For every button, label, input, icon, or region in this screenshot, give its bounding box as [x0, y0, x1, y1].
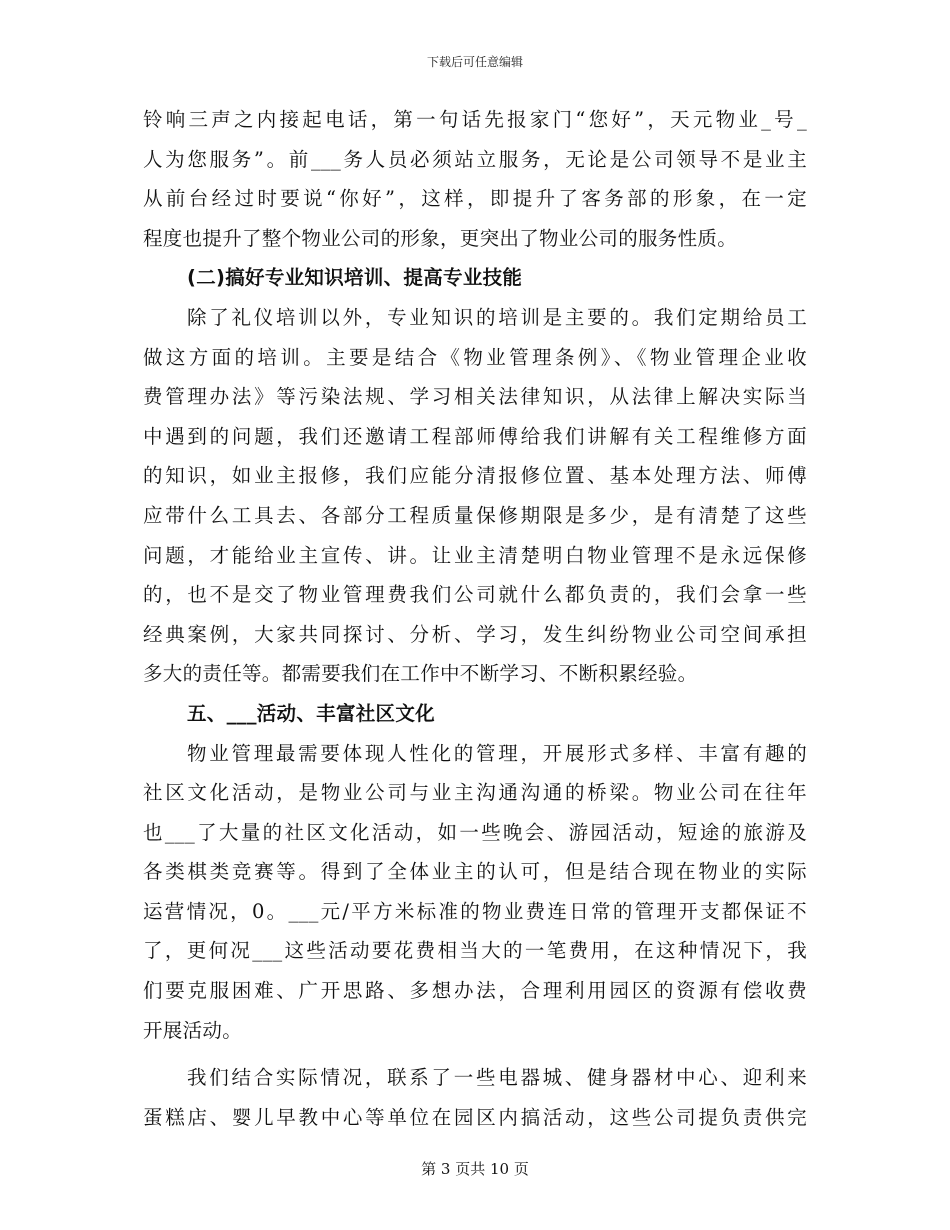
page-number: 第 3 页共 10 页: [421, 1160, 529, 1178]
text-line: 多大的责任等。都需要我们在工作中不断学习、不断积累经验。: [143, 662, 698, 686]
text-line: 中遇到的问题，我们还邀请工程部师傅给我们讲解有关工程维修方面: [143, 424, 807, 448]
page-header: 下载后可任意编辑: [426, 55, 523, 69]
text-line: 人为您服务”。前___务人员必须站立服务，无论是公司领导不是业主: [143, 147, 807, 171]
text-line: 做这方面的培训。主要是结合《物业管理条例》、《物业管理企业收: [143, 345, 807, 369]
text-line: 我们结合实际情况，联系了一些电器城、健身器材中心、迎利来: [187, 1066, 807, 1090]
text-line: 应带什么工具去、各部分工程质量保修期限是多少，是有清楚了这些: [143, 503, 807, 527]
section-heading: (二)搞好专业知识培训、提高专业技能: [187, 266, 523, 290]
text-line: 经典案例，大家共同探讨、分析、学习，发生纠纷物业公司空间承担: [143, 622, 807, 646]
text-line: 的，也不是交了物业管理费我们公司就什么都负责的，我们会拿一些: [143, 583, 807, 607]
text-line: 从前台经过时要说“你好”，这样，即提升了客务部的形象，在一定: [143, 187, 807, 211]
text-line: 的知识，如业主报修，我们应能分清报修位置、基本处理方法、师傅: [143, 464, 807, 488]
text-line: 程度也提升了整个物业公司的形象，更突出了物业公司的服务性质。: [143, 226, 738, 250]
text-line: 运营情况，0。___元/平方米标准的物业费连日常的管理开支都保证不: [143, 899, 807, 923]
text-line: 了，更何况___这些活动要花费相当大的一笔费用，在这种情况下，我: [143, 939, 807, 963]
document-body: [143, 100, 807, 1137]
text-line: 铃响三声之内接起电话，第一句话先报家门“您好”，天元物业_号_: [143, 108, 807, 131]
text-line: 也___了大量的社区文化活动，如一些晚会、游园活动，短途的旅游及: [143, 820, 807, 844]
text-line: 问题，才能给业主宣传、讲。让业主清楚明白物业管理不是永远保修: [143, 543, 807, 567]
text-line: 开展活动。: [143, 1018, 243, 1042]
text-line: 们要克服困难、广开思路、多想办法，合理利用园区的资源有偿收费: [143, 979, 807, 1003]
text-line: 费管理办法》等污染法规、学习相关法律知识，从法律上解决实际当: [143, 385, 807, 409]
text-line: 社区文化活动，是物业公司与业主沟通沟通的桥梁。物业公司在往年: [143, 781, 807, 805]
section-heading: 五、___活动、丰富社区文化: [187, 701, 435, 725]
text-line: 蛋糕店、婴儿早教中心等单位在园区内搞活动，这些公司提负责供完: [143, 1105, 807, 1129]
text-line: 物业管理最需要体现人性化的管理，开展形式多样、丰富有趣的: [187, 741, 807, 765]
text-line: 各类棋类竞赛等。得到了全体业主的认可，但是结合现在物业的实际: [143, 860, 807, 884]
text-line: 除了礼仪培训以外，专业知识的培训是主要的。我们定期给员工: [187, 305, 807, 329]
